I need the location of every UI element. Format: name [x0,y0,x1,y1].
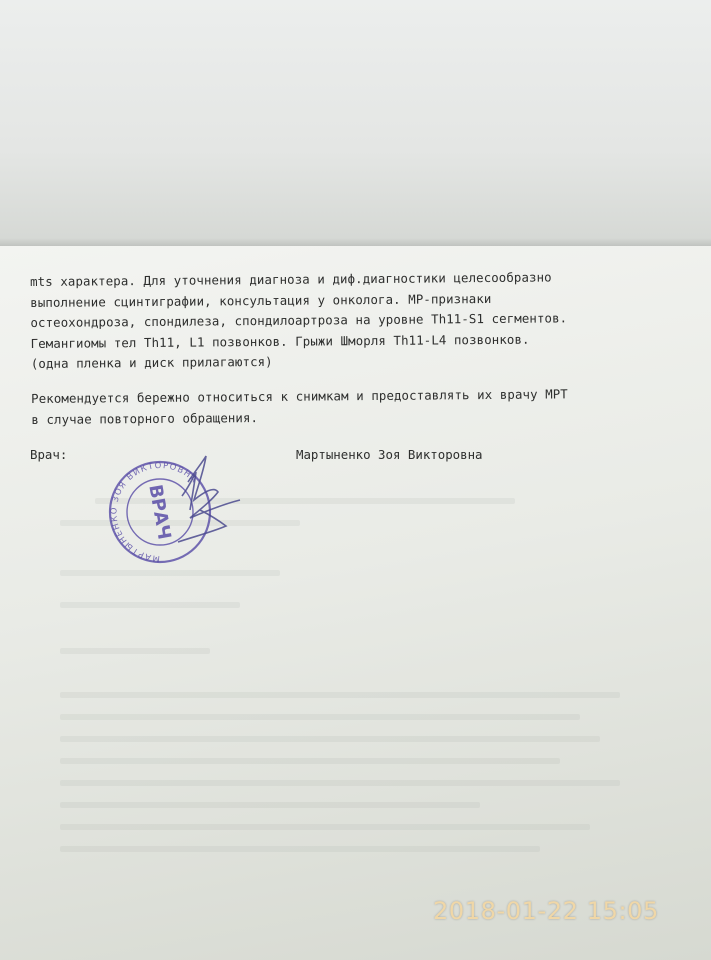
recommendation-line: Рекомендуется бережно относиться к снимкам и предоставлять их врачу МРТ [31,386,568,406]
doctor-stamp [100,452,250,568]
doctor-label: Врач: [30,447,68,462]
stamp-ring-text: МАРТЫНЕНКО ЗОЯ ВИКТОРОВНА [109,460,200,564]
report-line: Гемангиомы тел Th11, L1 позвонков. Грыжи Шморля Th11-L4 позвонков. [30,331,530,351]
report-line: выполнение сцинтиграфии, консультация у онколога. МР-признаки [30,290,492,310]
report-line: mts характера. Для уточнения диагноза и диф.диагностики целесообразно [30,269,552,289]
stamp-center-text: ВРАЧ [144,482,175,542]
report-line: (одна пленка и диск прилагаются) [30,354,273,372]
report-text [30,266,691,430]
recommendation-line: в случае повторного обращения. [31,409,259,427]
doctor-name: Мартыненко Зоя Викторовна [296,447,483,462]
background-paper-top [0,0,711,250]
photo-timestamp: 2018-01-22 15:05 [433,897,659,925]
report-line: остеохондроза, спондилеза, спондилоартроза на уровне Th11-S1 сегментов. [30,310,568,331]
